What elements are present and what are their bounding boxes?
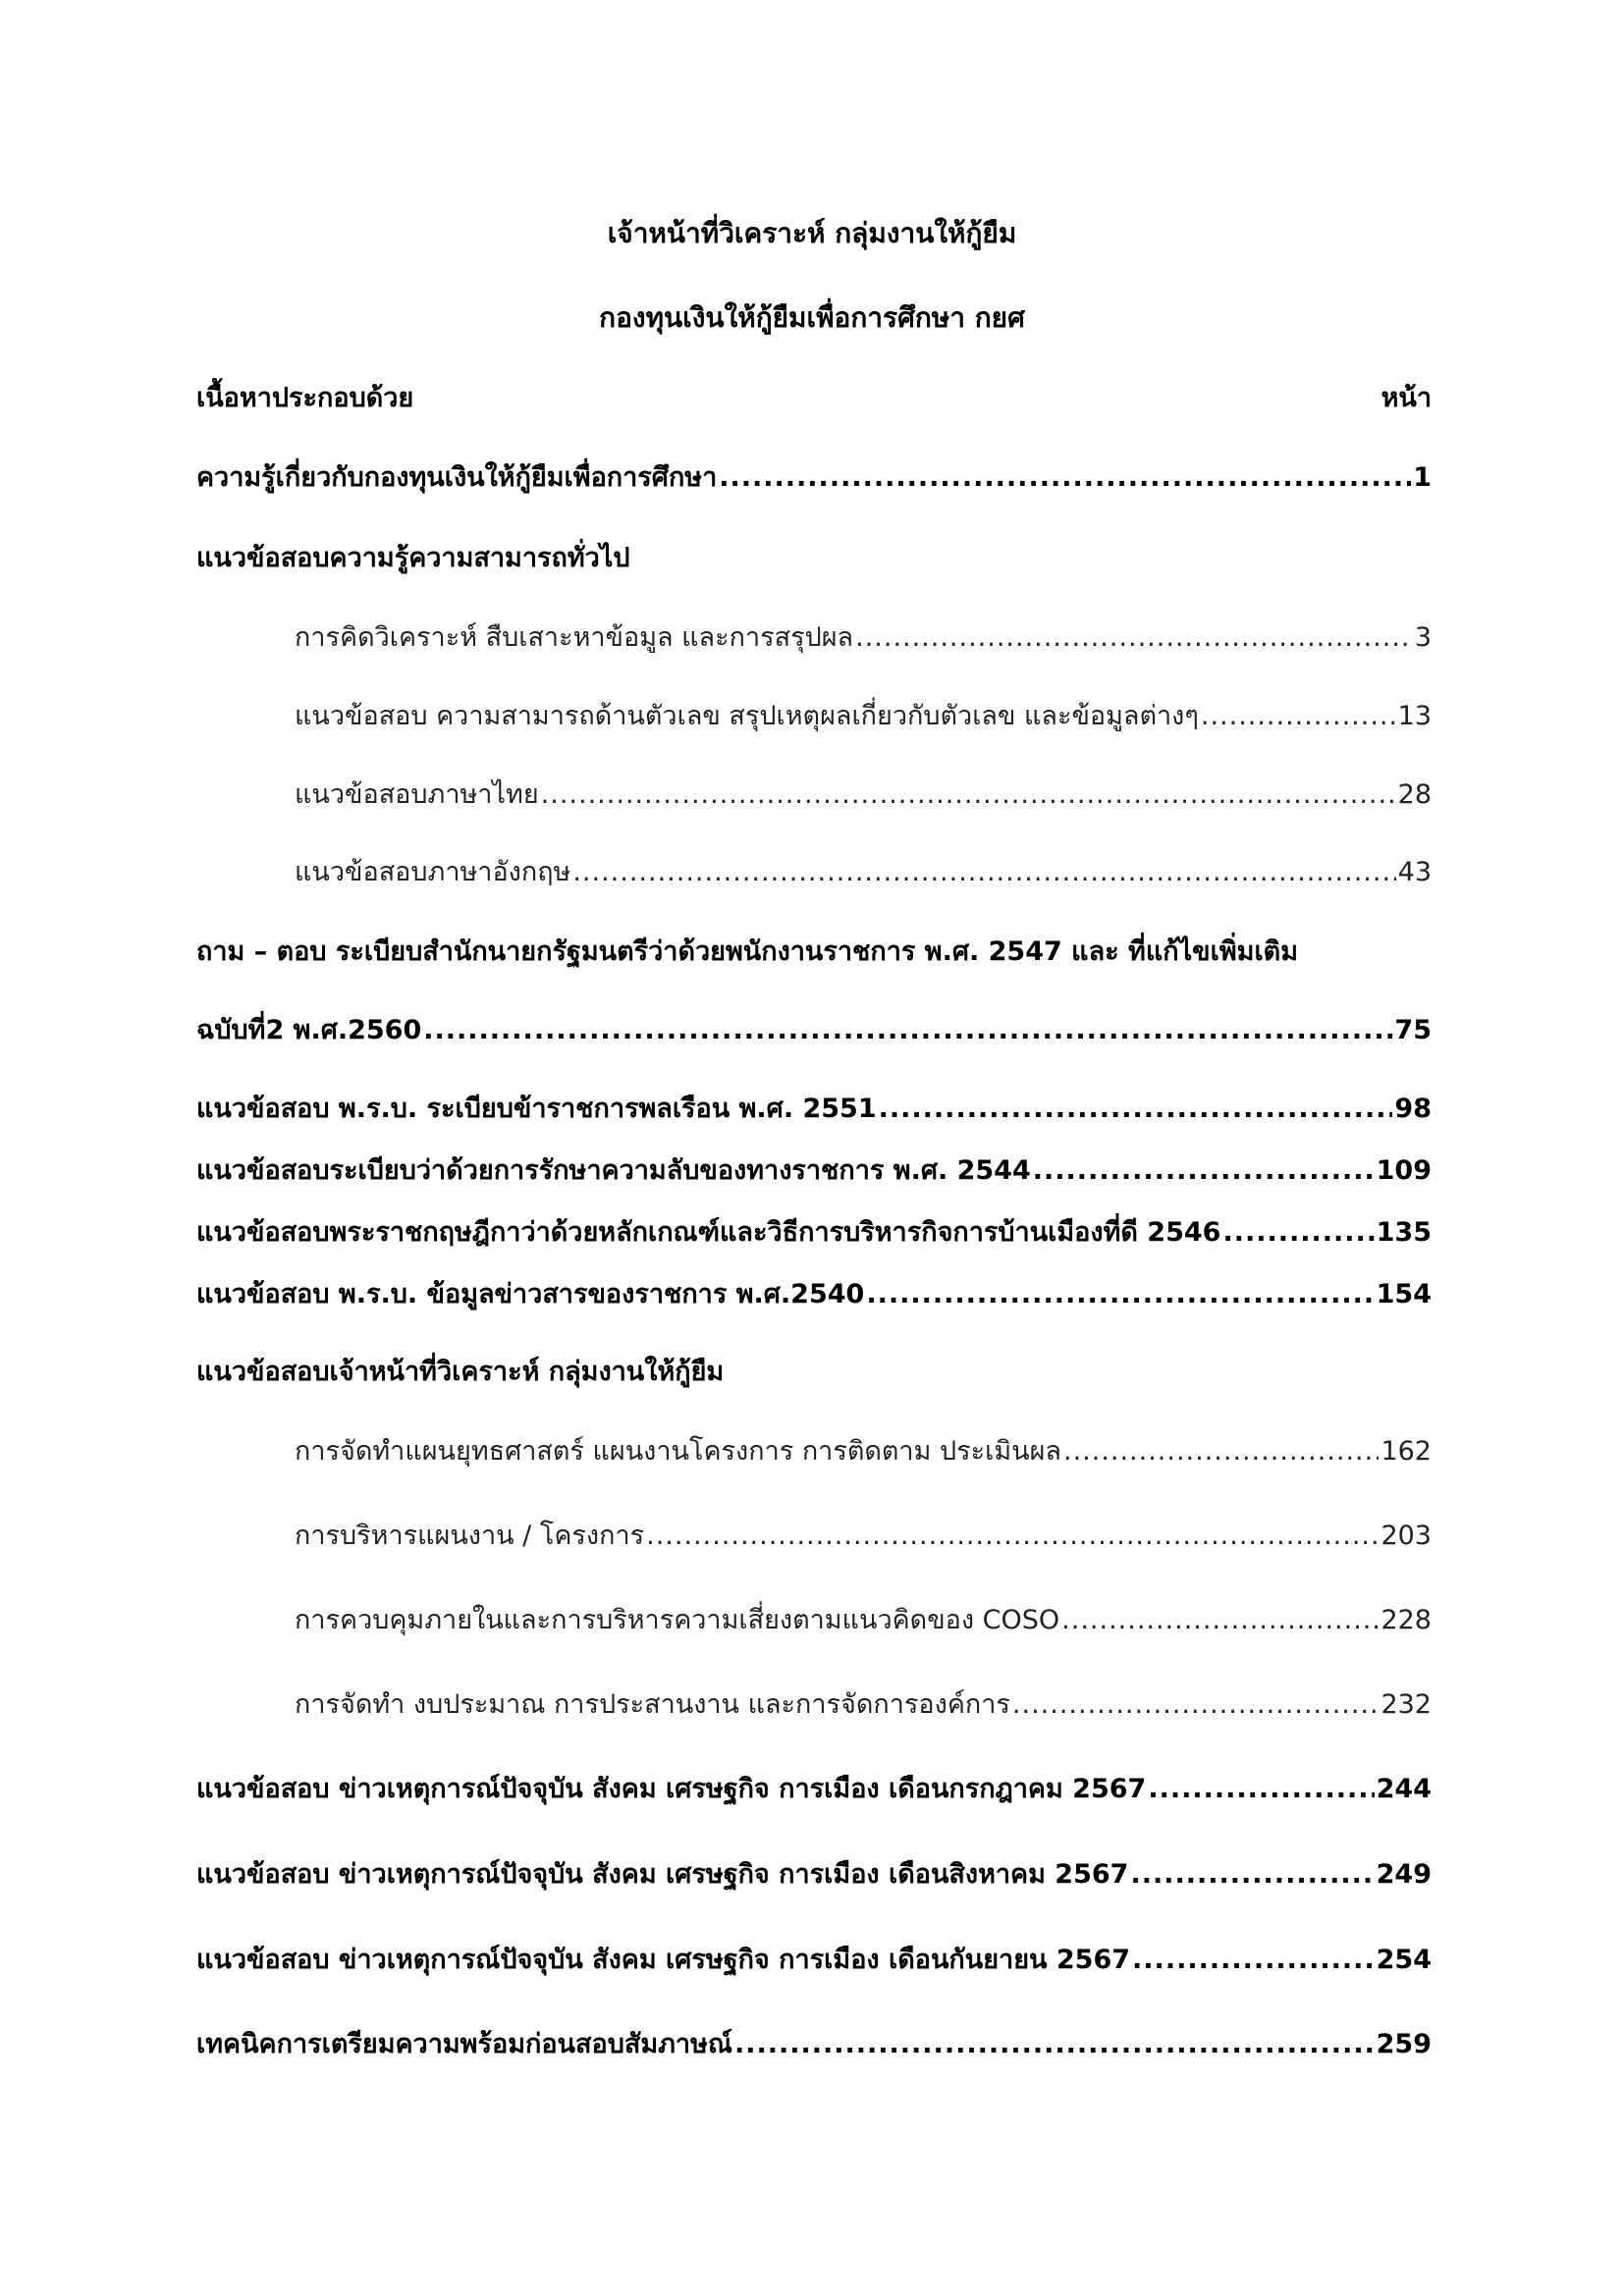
toc-header: [196, 379, 1432, 418]
toc-entry: [295, 1432, 1432, 1471]
toc-entry-text: ความรู้เกี่ยวกับกองทุนเงินให้กู้ยืมเพื่อการศึกษา: [196, 462, 718, 493]
toc-entry-text: แนวข้อสอบ ข่าวเหตุการณ์ปัจจุบัน สังคม เศรษฐกิจ การเมือง เดือนสิงหาคม 2567: [196, 1859, 1129, 1890]
toc-entry-text: แนวข้อสอบภาษาไทย: [295, 779, 539, 810]
dot-leader: [1132, 1941, 1375, 1980]
toc-entry: [295, 618, 1432, 658]
toc-entry-page: 162: [1380, 1436, 1432, 1467]
dot-leader: [1201, 697, 1396, 736]
toc-entry-text: แนวข้อสอบระเบียบว่าด้วยการรักษาความลับของทางราชการ พ.ศ. 2544: [196, 1155, 1031, 1186]
toc-entry-page: 249: [1376, 1859, 1432, 1890]
toc-entry: [196, 1213, 1432, 1253]
document-title: เจ้าหน้าที่วิเคราะห์ กลุ่มงานให้กู้ยืม: [607, 217, 1017, 249]
toc-entry-page: 259: [1376, 2029, 1432, 2059]
dot-leader: [1061, 1601, 1379, 1640]
toc-entry: [295, 853, 1432, 892]
toc-entry: [196, 458, 1432, 498]
dot-leader: [423, 1011, 1392, 1050]
dot-leader: [866, 1275, 1374, 1314]
toc-entry: [196, 1090, 1432, 1129]
toc-entry: [196, 1151, 1432, 1191]
toc-section-heading: แนวข้อสอบเจ้าหน้าที่วิเคราะห์ กลุ่มงานให้กู้ยืม: [196, 1357, 725, 1387]
toc-entry-page: 1: [1413, 462, 1432, 493]
dot-leader: [1063, 1432, 1379, 1471]
toc-entry-page: 135: [1376, 1217, 1432, 1248]
toc-header-contents: เนื้อหาประกอบด้วย: [196, 383, 414, 413]
toc-entry-text: แนวข้อสอบ ข่าวเหตุการณ์ปัจจุบัน สังคม เศรษฐกิจ การเมือง เดือนกันยายน 2567: [196, 1945, 1131, 1975]
toc-entry-text: แนวข้อสอบพระราชกฤษฎีกาว่าด้วยหลักเกณฑ์และวิธีการบริหารกิจการบ้านเมืองที่ดี 2546: [196, 1217, 1221, 1248]
toc-entry: [295, 1685, 1432, 1725]
toc-entry-page: 232: [1380, 1689, 1432, 1720]
dot-leader: [572, 853, 1395, 892]
toc-entry-page: 228: [1380, 1605, 1432, 1635]
toc-entry: [196, 1011, 1432, 1050]
toc-entry-page: 98: [1394, 1094, 1432, 1124]
toc-entry: [196, 1941, 1432, 1980]
dot-leader: [855, 618, 1413, 658]
dot-leader: [1033, 1151, 1375, 1191]
toc-entry: [295, 775, 1432, 815]
document-subtitle: กองทุนเงินให้กู้ยืมเพื่อการศึกษา กยศ: [599, 301, 1025, 334]
toc-entry-page: 13: [1397, 701, 1432, 731]
toc-entry-text: แนวข้อสอบภาษาอังกฤษ: [295, 857, 571, 887]
toc-entry-page: 75: [1394, 1015, 1432, 1045]
toc-header-page: หน้า: [1380, 383, 1432, 413]
dot-leader: [1012, 1685, 1380, 1725]
toc-entry-line1: ถาม – ตอบ ระเบียบสำนักนายกรัฐมนตรีว่าด้วยพนักงานราชการ พ.ศ. 2547 และ ที่แก้ไขเพิ่มเติม: [196, 936, 1299, 967]
toc-entry: [295, 1601, 1432, 1640]
toc-entry: [196, 1855, 1432, 1895]
dot-leader: [734, 2025, 1375, 2064]
toc-entry-page: 3: [1414, 622, 1432, 653]
dot-leader: [1130, 1855, 1374, 1895]
toc-entry: [196, 1770, 1432, 1809]
toc-entry-text: แนวข้อสอบ ความสามารถด้านตัวเลข สรุปเหตุผลเกี่ยวกับตัวเลข และข้อมูลต่างๆ: [295, 701, 1199, 731]
toc-entry: [295, 697, 1432, 736]
toc-entry-page: 28: [1397, 779, 1432, 810]
toc-entry-text: การจัดทำแผนยุทธศาสตร์ แผนงานโครงการ การติดตาม ประเมินผล: [295, 1436, 1061, 1467]
toc-entry-text: การบริหารแผนงาน / โครงการ: [295, 1521, 645, 1551]
dot-leader: [1148, 1770, 1374, 1809]
dot-leader: [541, 775, 1396, 815]
toc-section-heading: แนวข้อสอบความรู้ความสามารถทั่วไป: [196, 543, 630, 573]
dot-leader: [646, 1517, 1379, 1556]
toc-entry-page: 43: [1397, 857, 1432, 887]
toc-entry-text: การจัดทำ งบประมาณ การประสานงาน และการจัดการองค์การ: [295, 1689, 1010, 1720]
toc-entry-page: 254: [1376, 1945, 1432, 1975]
dot-leader: [879, 1090, 1393, 1129]
toc-entry-text: การคิดวิเคราะห์ สืบเสาะหาข้อมูล และการสรุปผล: [295, 622, 854, 653]
toc-entry-page: 244: [1376, 1774, 1432, 1804]
toc-entry-page: 154: [1376, 1279, 1432, 1309]
toc-entry-text: เทคนิคการเตรียมความพร้อมก่อนสอบสัมภาษณ์: [196, 2029, 732, 2059]
toc-entry-page: 203: [1380, 1521, 1432, 1551]
dot-leader: [1222, 1213, 1374, 1253]
toc-entry-text: แนวข้อสอบ ข่าวเหตุการณ์ปัจจุบัน สังคม เศรษฐกิจ การเมือง เดือนกรกฎาคม 2567: [196, 1774, 1147, 1804]
toc-entry-text: แนวข้อสอบ พ.ร.บ. ระเบียบข้าราชการพลเรือน พ.ศ. 2551: [196, 1094, 877, 1124]
toc-entry: [196, 1275, 1432, 1314]
toc-entry-page: 109: [1376, 1155, 1432, 1186]
toc-entry: [196, 2025, 1432, 2064]
toc-entry-text: แนวข้อสอบ พ.ร.บ. ข้อมูลข่าวสารของราชการ พ.ศ.2540: [196, 1279, 865, 1309]
toc-entry: [295, 1517, 1432, 1556]
toc-entry-text: การควบคุมภายในและการบริหารความเสี่ยงตามแนวคิดของ COSO: [295, 1605, 1060, 1635]
toc-entry-text: ฉบับที่2 พ.ศ.2560: [196, 1015, 422, 1045]
dot-leader: [719, 458, 1411, 498]
